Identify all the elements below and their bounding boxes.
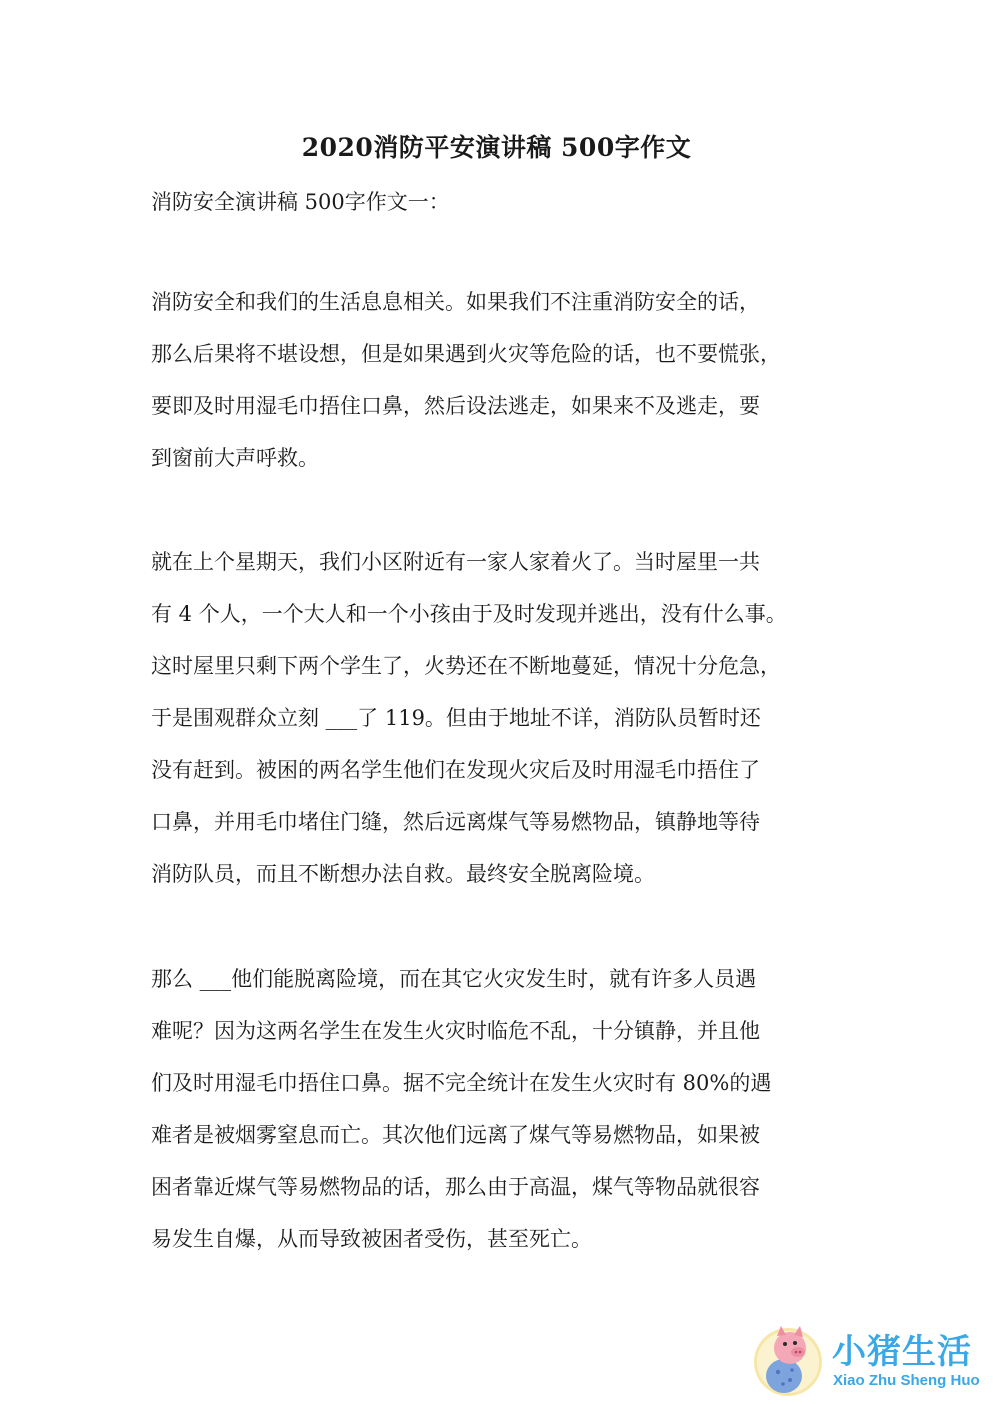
watermark-name-cn: 小猪生活 (832, 1332, 972, 1372)
paragraph-line: 有 4 个人，一个大人和一个小孩由于及时发现并逃出，没有什么事。 (151, 602, 787, 626)
paragraph-line: 消防队员，而且不断想办法自救。最终安全脱离险境。 (151, 862, 655, 886)
paragraph-line: 于是围观群众立刻 ___了 119。但由于地址不详，消防队员暂时还 (151, 706, 761, 730)
paragraph-line: 到窗前大声呼救。 (151, 446, 319, 470)
paragraph-3 (151, 953, 851, 1265)
paragraph-line: 口鼻，并用毛巾堵住门缝，然后远离煤气等易燃物品，镇静地等待 (151, 810, 760, 834)
paragraph-line: 这时屋里只剩下两个学生了，火势还在不断地蔓延，情况十分危急， (151, 654, 781, 678)
paragraph-line: 没有赶到。被困的两名学生他们在发现火灾后及时用湿毛巾捂住了 (151, 758, 760, 782)
paragraph-line: 那么 ___他们能脱离险境，而在其它火灾发生时，就有许多人员遇 (151, 967, 757, 991)
paragraph-line: 们及时用湿毛巾捂住口鼻。据不完全统计在发生火灾时有 80%的遇 (151, 1071, 772, 1095)
paragraph-line: 那么后果将不堪设想，但是如果遇到火灾等危险的话，也不要慌张， (151, 342, 781, 366)
pig-mascot-icon (750, 1318, 830, 1398)
paragraph-1 (151, 276, 851, 484)
paragraph-line: 困者靠近煤气等易燃物品的话，那么由于高温，煤气等物品就很容 (151, 1175, 760, 1199)
paragraph-line: 消防安全和我们的生活息息相关。如果我们不注重消防安全的话， (151, 290, 760, 314)
watermark-name-en: Xiao Zhu Sheng Huo (833, 1372, 980, 1389)
document-title: 2020消防平安演讲稿 500字作文 (301, 133, 692, 162)
paragraph-line: 难者是被烟雾窒息而亡。其次他们远离了煤气等易燃物品，如果被 (151, 1123, 760, 1147)
paragraph-2 (151, 536, 851, 900)
document-subtitle: 消防安全演讲稿 500字作文一： (151, 190, 450, 214)
paragraph-line: 难呢？因为这两名学生在发生火灾时临危不乱，十分镇静，并且他 (151, 1019, 760, 1043)
watermark-logo (750, 1318, 990, 1398)
paragraph-line: 就在上个星期天，我们小区附近有一家人家着火了。当时屋里一共 (151, 550, 760, 574)
paragraph-line: 要即及时用湿毛巾捂住口鼻，然后设法逃走，如果来不及逃走，要 (151, 394, 760, 418)
paragraph-line: 易发生自爆，从而导致被困者受伤，甚至死亡。 (151, 1227, 592, 1251)
